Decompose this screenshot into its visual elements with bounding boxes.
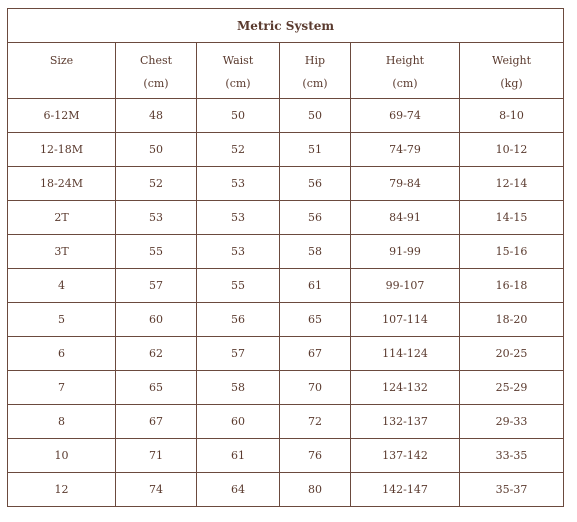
cell-chest: 74 — [116, 473, 197, 507]
cell-waist: 64 — [197, 473, 280, 507]
cell-height: 91-99 — [351, 235, 460, 269]
cell-chest: 67 — [116, 405, 197, 439]
column-header-row — [8, 43, 564, 99]
cell-weight: 35-37 — [460, 473, 564, 507]
table-row — [8, 405, 564, 439]
cell-hip: 58 — [280, 235, 351, 269]
cell-height: 107-114 — [351, 303, 460, 337]
table-row — [8, 473, 564, 507]
cell-waist: 60 — [197, 405, 280, 439]
cell-size: 12-18M — [8, 133, 116, 167]
table-row — [8, 337, 564, 371]
cell-chest: 55 — [116, 235, 197, 269]
cell-size: 5 — [8, 303, 116, 337]
metric-size-chart — [7, 8, 564, 507]
table-row — [8, 133, 564, 167]
column-header-unit: (cm) — [302, 77, 328, 90]
cell-waist: 53 — [197, 167, 280, 201]
column-header-label: Hip — [304, 54, 326, 67]
column-header-unit: (kg) — [500, 77, 523, 90]
table-body — [8, 99, 564, 507]
cell-size: 8 — [8, 405, 116, 439]
cell-chest: 62 — [116, 337, 197, 371]
cell-height: 84-91 — [351, 201, 460, 235]
table-row — [8, 269, 564, 303]
table-row — [8, 371, 564, 405]
cell-weight: 29-33 — [460, 405, 564, 439]
column-header-label: Height — [385, 54, 425, 67]
table-row — [8, 99, 564, 133]
cell-height: 137-142 — [351, 439, 460, 473]
cell-waist: 53 — [197, 201, 280, 235]
cell-height: 79-84 — [351, 167, 460, 201]
cell-chest: 50 — [116, 133, 197, 167]
cell-size: 12 — [8, 473, 116, 507]
cell-weight: 18-20 — [460, 303, 564, 337]
cell-weight: 8-10 — [460, 99, 564, 133]
cell-chest: 53 — [116, 201, 197, 235]
cell-hip: 50 — [280, 99, 351, 133]
column-header-unit: (cm) — [392, 77, 418, 90]
column-header-chest — [116, 43, 197, 99]
table-row — [8, 439, 564, 473]
cell-size: 6-12M — [8, 99, 116, 133]
column-header-label: Size — [49, 54, 74, 67]
table-row — [8, 201, 564, 235]
cell-weight: 12-14 — [460, 167, 564, 201]
cell-size: 10 — [8, 439, 116, 473]
cell-weight: 15-16 — [460, 235, 564, 269]
column-header-size — [8, 43, 116, 99]
cell-size: 7 — [8, 371, 116, 405]
table-row — [8, 167, 564, 201]
cell-chest: 71 — [116, 439, 197, 473]
cell-size: 4 — [8, 269, 116, 303]
cell-weight: 16-18 — [460, 269, 564, 303]
cell-hip: 56 — [280, 167, 351, 201]
cell-size: 2T — [8, 201, 116, 235]
cell-waist: 50 — [197, 99, 280, 133]
column-header-hip — [280, 43, 351, 99]
cell-chest: 57 — [116, 269, 197, 303]
cell-hip: 76 — [280, 439, 351, 473]
cell-waist: 61 — [197, 439, 280, 473]
cell-size: 3T — [8, 235, 116, 269]
cell-weight: 20-25 — [460, 337, 564, 371]
table-title: Metric System — [8, 9, 564, 43]
cell-height: 142-147 — [351, 473, 460, 507]
cell-waist: 52 — [197, 133, 280, 167]
cell-weight: 14-15 — [460, 201, 564, 235]
cell-hip: 61 — [280, 269, 351, 303]
cell-size: 18-24M — [8, 167, 116, 201]
cell-height: 124-132 — [351, 371, 460, 405]
cell-weight: 25-29 — [460, 371, 564, 405]
column-header-label: Weight — [492, 54, 532, 67]
column-header-unit: (cm) — [143, 77, 169, 90]
cell-chest: 52 — [116, 167, 197, 201]
cell-chest: 65 — [116, 371, 197, 405]
cell-waist: 57 — [197, 337, 280, 371]
cell-hip: 56 — [280, 201, 351, 235]
cell-chest: 48 — [116, 99, 197, 133]
cell-weight: 33-35 — [460, 439, 564, 473]
cell-height: 132-137 — [351, 405, 460, 439]
table-row — [8, 303, 564, 337]
cell-height: 114-124 — [351, 337, 460, 371]
cell-weight: 10-12 — [460, 133, 564, 167]
cell-hip: 51 — [280, 133, 351, 167]
cell-height: 99-107 — [351, 269, 460, 303]
column-header-unit: (cm) — [225, 77, 251, 90]
cell-hip: 70 — [280, 371, 351, 405]
column-header-label: Chest — [139, 54, 173, 67]
column-header-weight — [460, 43, 564, 99]
cell-height: 74-79 — [351, 133, 460, 167]
cell-waist: 56 — [197, 303, 280, 337]
cell-size: 6 — [8, 337, 116, 371]
cell-waist: 58 — [197, 371, 280, 405]
cell-height: 69-74 — [351, 99, 460, 133]
cell-hip: 80 — [280, 473, 351, 507]
column-header-label: Waist — [222, 54, 254, 67]
cell-hip: 65 — [280, 303, 351, 337]
cell-hip: 72 — [280, 405, 351, 439]
cell-hip: 67 — [280, 337, 351, 371]
column-header-waist — [197, 43, 280, 99]
column-header-height — [351, 43, 460, 99]
cell-waist: 55 — [197, 269, 280, 303]
table-row — [8, 235, 564, 269]
cell-waist: 53 — [197, 235, 280, 269]
cell-chest: 60 — [116, 303, 197, 337]
